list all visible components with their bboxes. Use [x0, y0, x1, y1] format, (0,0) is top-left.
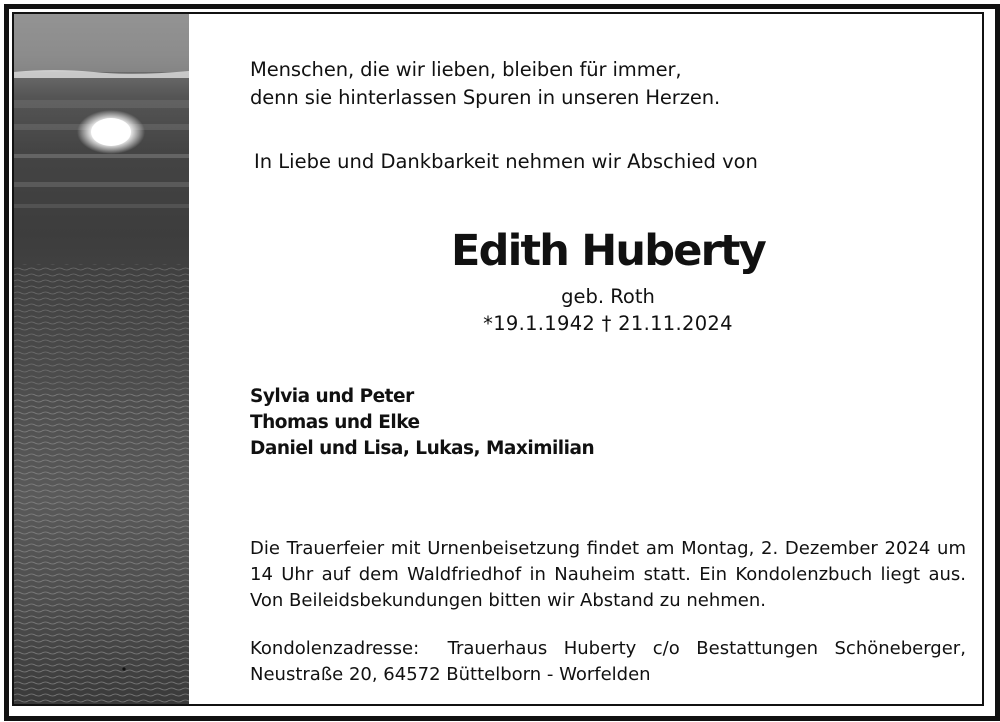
address-word: Schöneberger, — [834, 638, 966, 659]
deceased-name: Edith Huberty — [451, 226, 765, 276]
sunset-sea-photo — [14, 14, 189, 704]
funeral-service-text: Die Trauerfeier mit Urnenbeisetzung findet am Montag, 2. Dezember 2024 um 14 Uhr auf dem Waldfriedhof in Nauheim statt. Ein Kondolenzbuch liegt aus. Von Beileidsbekundungen bitten wir Abstand zu nehmen. — [250, 538, 966, 611]
address-line-1 — [250, 636, 966, 662]
birth-name: geb. Roth — [561, 285, 655, 308]
mourner-entry: Thomas und Elke — [250, 412, 420, 433]
address-word: Trauerhaus — [447, 638, 548, 659]
address-label: Kondolenzadresse: — [250, 638, 420, 659]
obituary-text — [250, 14, 966, 704]
obituary-card — [12, 12, 984, 706]
mourner-entry: Daniel und Lisa, Lukas, Maximilian — [250, 438, 595, 459]
condolence-address — [250, 636, 966, 688]
address-word: Huberty — [563, 638, 637, 659]
address-word: c/o — [652, 638, 680, 659]
life-dates: *19.1.1942 † 21.11.2024 — [483, 312, 733, 335]
verse-line-2: denn sie hinterlassen Spuren in unseren Herzen. — [250, 86, 721, 109]
mourners-list — [250, 384, 594, 462]
verse-line-1: Menschen, die wir lieben, bleiben für immer, — [250, 58, 682, 81]
farewell-text: In Liebe und Dankbarkeit nehmen wir Abschied von — [254, 150, 758, 173]
address-word: Bestattungen — [696, 638, 818, 659]
address-line-2: Neustraße 20, 64572 Büttelborn - Worfelden — [250, 664, 651, 685]
verse — [250, 56, 720, 112]
mourner-entry: Sylvia und Peter — [250, 386, 414, 407]
deceased-block — [250, 224, 966, 338]
